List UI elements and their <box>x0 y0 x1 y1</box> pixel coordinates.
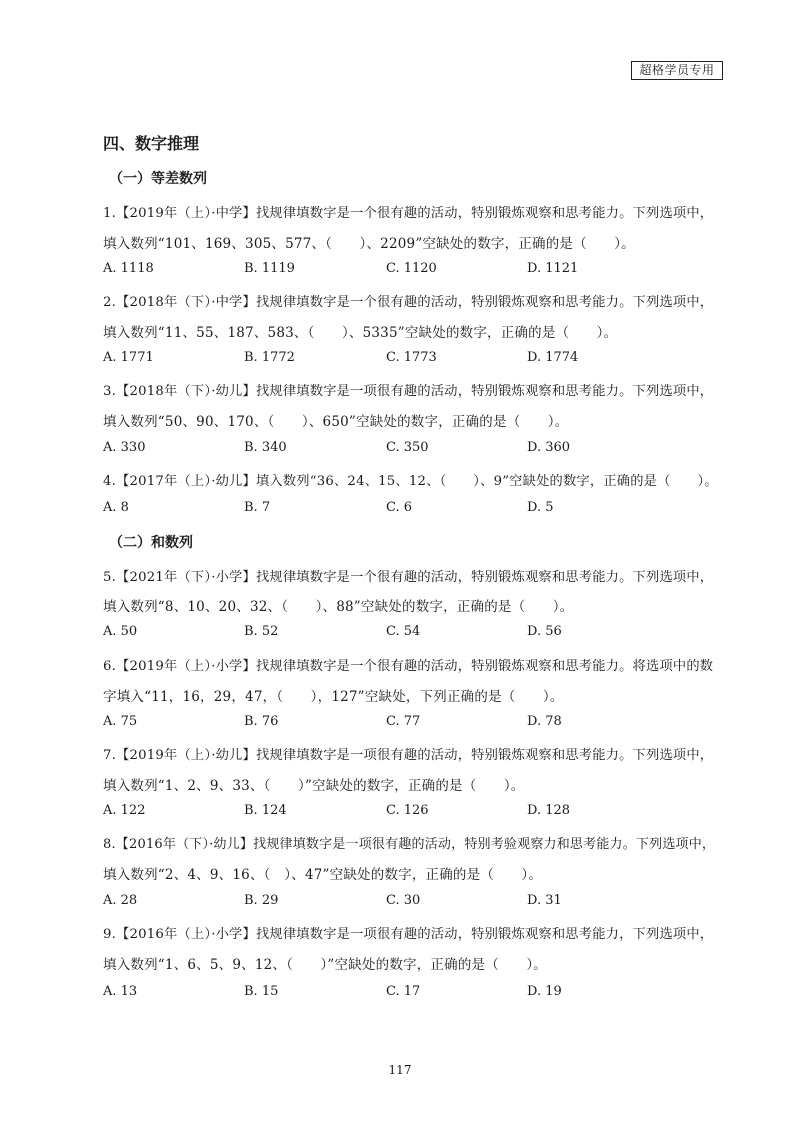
question-7-line-1: 7.【2019年（上）·幼儿】找规律填数字是一项很有趣的活动，特别锻炼观察和思考能力。下列选项中， <box>103 748 714 763</box>
question-4-option-b: B. 7 <box>244 500 271 515</box>
subsection-title-sum: （二）和数列 <box>109 535 193 551</box>
question-7-option-a: A. 122 <box>103 803 146 818</box>
question-1-options <box>103 261 703 279</box>
question-5-line-1: 5.【2021年（下）·小学】找规律填数字是一个很有趣的活动，特别锻炼观察和思考能力。下列选项中， <box>103 570 714 585</box>
question-2-options <box>103 350 703 368</box>
question-3-line-1: 3.【2018年（下）·幼儿】找规律填数字是一项很有趣的活动，特别锻炼观察和思考能力。下列选项中， <box>103 384 714 399</box>
question-5-line-2: 填入数列“8、10、20、32、（ ）、88”空缺处的数字，正确的是（ ）。 <box>103 599 574 615</box>
question-5-option-c: C. 54 <box>386 624 421 639</box>
question-5-option-d: D. 56 <box>527 624 562 639</box>
question-3-option-c: C. 350 <box>386 440 429 455</box>
question-2-option-d: D. 1774 <box>527 350 579 365</box>
question-9-line-1: 9.【2016年（上）·小学】找规律填数字是一项很有趣的活动，特别锻炼观察和思考能力，下列选项中， <box>103 927 714 942</box>
question-1-line-2: 填入数列“101、169、305、577、（ ）、2209”空缺处的数字，正确的是（ ）。 <box>103 236 635 252</box>
question-7-options <box>103 803 703 821</box>
question-4-option-c: C. 6 <box>386 500 413 515</box>
question-5-option-a: A. 50 <box>103 624 138 639</box>
question-9-line-2: 填入数列“1、6、5、9、12、（ ）”空缺处的数字，正确的是（ ）。 <box>103 957 547 973</box>
question-7-option-b: B. 124 <box>244 803 287 818</box>
page-number: 117 <box>388 1063 412 1077</box>
subsection-title-arithmetic: （一）等差数列 <box>109 171 207 187</box>
question-3-option-b: B. 340 <box>244 440 287 455</box>
question-8-line-2: 填入数列“2、4、9、16、（ ）、47”空缺处的数字，正确的是（ ）。 <box>103 867 543 883</box>
question-3-option-d: D. 360 <box>527 440 571 455</box>
question-4-option-d: D. 5 <box>527 500 554 515</box>
question-3-line-2: 填入数列“50、90、170、（ ）、650”空缺处的数字，正确的是（ ）。 <box>103 414 569 430</box>
question-4-options <box>103 500 703 518</box>
section-title: 四、数字推理 <box>103 134 200 153</box>
question-9-option-d: D. 19 <box>527 984 562 999</box>
question-9-option-a: A. 13 <box>103 984 138 999</box>
question-2-line-1: 2.【2018年（下）·中学】找规律填数字是一个很有趣的活动，特别锻炼观察和思考能力。下列选项中， <box>103 295 714 310</box>
question-8-option-a: A. 28 <box>103 893 138 908</box>
question-6-line-2: 字填入“11，16，29，47，（ ），127”空缺处，下列正确的是（ ）。 <box>103 689 564 705</box>
question-4-option-a: A. 8 <box>103 500 129 515</box>
question-4-line-1: 4.【2017年（上）·幼儿】填入数列“36、24、15、12、（ ）、9”空缺处的数字，正确的是（ ）。 <box>103 474 718 489</box>
question-1-option-d: D. 1121 <box>527 261 579 276</box>
question-1-option-a: A. 1118 <box>103 261 154 276</box>
question-1-option-c: C. 1120 <box>386 261 437 276</box>
question-6-option-b: B. 76 <box>244 714 279 729</box>
exclusive-badge: 超格学员专用 <box>631 61 723 80</box>
question-1-option-b: B. 1119 <box>244 261 295 276</box>
question-8-option-c: C. 30 <box>386 893 421 908</box>
question-8-line-1: 8.【2016年（下）·幼儿】找规律填数字是一项很有趣的活动，特别考验观察力和思考能力。下列选项中， <box>103 837 716 852</box>
question-6-option-d: D. 78 <box>527 714 562 729</box>
question-9-option-b: B. 15 <box>244 984 279 999</box>
question-6-options <box>103 714 703 732</box>
question-2-option-a: A. 1771 <box>103 350 154 365</box>
question-8-options <box>103 893 703 911</box>
question-7-option-d: D. 128 <box>527 803 571 818</box>
question-1-line-1: 1.【2019年（上）·中学】找规律填数字是一个很有趣的活动，特别锻炼观察和思考能力。下列选项中， <box>103 206 714 221</box>
question-7-line-2: 填入数列“1、2、9、33、（ ）”空缺处的数字，正确的是（ ）。 <box>103 778 525 794</box>
question-5-options <box>103 624 703 642</box>
question-3-options <box>103 440 703 458</box>
question-2-option-b: B. 1772 <box>244 350 295 365</box>
question-6-option-c: C. 77 <box>386 714 421 729</box>
question-3-option-a: A. 330 <box>103 440 146 455</box>
question-9-option-c: C. 17 <box>386 984 421 999</box>
question-6-option-a: A. 75 <box>103 714 138 729</box>
question-8-option-b: B. 29 <box>244 893 279 908</box>
question-2-line-2: 填入数列“11、55、187、583、（ ）、5335”空缺处的数字，正确的是（ ）。 <box>103 325 618 341</box>
question-6-line-1: 6.【2019年（上）·小学】找规律填数字是一个很有趣的活动，特别锻炼观察和思考能力。将选项中的数 <box>103 659 714 674</box>
question-7-option-c: C. 126 <box>386 803 429 818</box>
question-9-options <box>103 984 703 1002</box>
question-2-option-c: C. 1773 <box>386 350 437 365</box>
question-5-option-b: B. 52 <box>244 624 279 639</box>
question-8-option-d: D. 31 <box>527 893 562 908</box>
